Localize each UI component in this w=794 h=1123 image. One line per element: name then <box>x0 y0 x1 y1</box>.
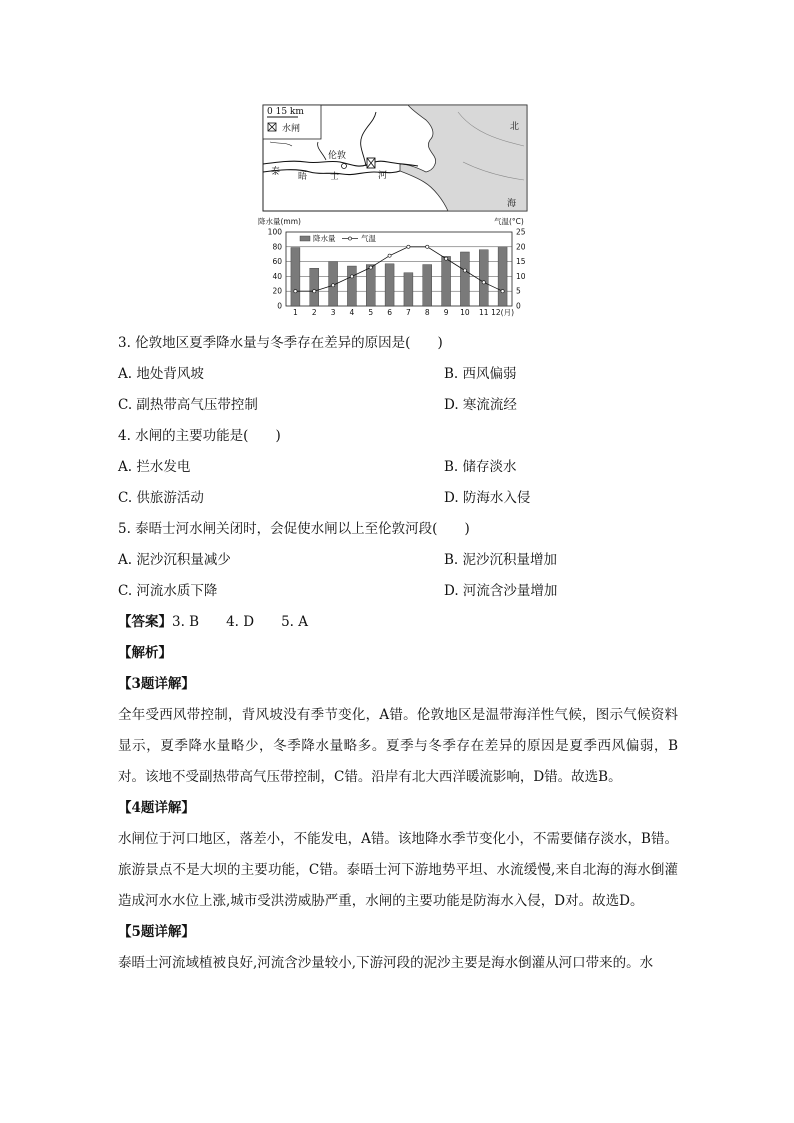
map-label-north: 北 <box>510 122 520 132</box>
temperature-point <box>369 266 372 269</box>
map-label-thames-2: 晤 <box>298 172 308 182</box>
map-label-london: 伦敦 <box>328 151 347 161</box>
q5-options-row-2 <box>118 576 678 607</box>
y-tick-right-label: 20 <box>516 242 526 252</box>
temperature-point <box>407 245 410 248</box>
x-tick-label: 4 <box>349 308 355 317</box>
q4-option-c: C. 供旅游活动 <box>118 490 204 506</box>
x-tick-label: 2 <box>311 308 317 317</box>
x-tick-label: 6 <box>387 308 392 317</box>
precip-bar <box>460 252 469 306</box>
temperature-point <box>501 290 504 293</box>
y-tick-right-label: 0 <box>516 301 521 311</box>
legend-precip-label: 降水量 <box>313 234 336 243</box>
x-tick-label: 7 <box>406 308 411 317</box>
q3-option-c: C. 副热带高气压带控制 <box>118 397 258 413</box>
temperature-line <box>295 247 502 291</box>
q5-option-a: A. 泥沙沉积量减少 <box>118 552 231 568</box>
legend-temp-point <box>348 237 351 240</box>
q3-option-a: A. 地处背风坡 <box>118 366 204 382</box>
precip-bar <box>310 268 319 306</box>
legend-temp-label: 气温 <box>361 234 376 243</box>
chart-ylabel-left: 降水量(mm) <box>258 217 301 226</box>
map-scale: 0 15 km <box>267 107 304 117</box>
precip-bar <box>291 248 300 306</box>
temperature-point <box>388 254 391 257</box>
y-tick-right-label: 15 <box>516 257 526 267</box>
x-tick-label: 1 <box>293 308 298 317</box>
q3-option-b: B. 西风偏弱 <box>444 366 517 382</box>
q4-options-row-2 <box>118 483 678 514</box>
y-tick-left-label: 40 <box>272 271 282 281</box>
climate-chart <box>258 216 526 317</box>
map-label-thames-1: 泰 <box>271 167 281 177</box>
precip-bar <box>498 247 507 306</box>
precip-bar <box>442 256 451 306</box>
temperature-point <box>444 257 447 260</box>
temperature-point <box>350 275 353 278</box>
chart-frame <box>286 232 512 306</box>
q5-option-d: D. 河流含沙量增加 <box>444 583 558 599</box>
question-content <box>118 328 678 979</box>
answer-text: 3. B 4. D 5. A <box>172 614 309 630</box>
temperature-point <box>463 269 466 272</box>
precip-bar <box>479 250 488 306</box>
q3-option-d: D. 寒流流经 <box>444 397 517 413</box>
x-tick-label: 5 <box>368 308 374 317</box>
figure <box>258 102 528 320</box>
y-tick-left-label: 100 <box>267 227 282 237</box>
legend-precip-swatch <box>300 236 310 241</box>
q5-option-c: C. 河流水质下降 <box>118 583 218 599</box>
y-tick-right-label: 5 <box>516 286 521 296</box>
y-tick-right-label: 25 <box>516 227 526 237</box>
y-tick-right-label: 10 <box>516 271 526 281</box>
q3-stem: 3. 伦敦地区夏季降水量与冬季存在差异的原因是( ) <box>118 335 443 351</box>
precip-bar <box>366 265 375 306</box>
q4-option-a: A. 拦水发电 <box>118 459 191 475</box>
q4-detail-text: 水闸位于河口地区，落差小，不能发电，A错。该地降水季节变化小，不需要储存淡水，B错。旅游景点不是大坝的主要功能，C错。泰晤士河下游地势平坦、水流缓慢,来自北海的海水倒灌造成河水水位上涨,城市受洪涝威胁严重，水闸的主要功能是防海水入侵，D对。故选D。 <box>118 831 678 909</box>
temperature-point <box>294 290 297 293</box>
q3-detail-text: 全年受西风带控制，背风坡没有季节变化，A错。伦敦地区是温带海洋性气候，图示气候资料显示，夏季降水量略少，冬季降水量略多。夏季与冬季存在差异的原因是夏季西风偏弱，B对。该地不受副热带高气压带控制，C错。沿岸有北大西洋暖流影响，D错。故选B。 <box>118 707 678 785</box>
y-tick-left-label: 60 <box>272 257 282 267</box>
x-tick-label: 11 <box>478 308 489 317</box>
y-tick-left-label: 80 <box>272 242 282 252</box>
q3-options-row-2 <box>118 390 678 421</box>
x-tick-label: 10 <box>460 308 470 317</box>
temperature-point <box>482 281 485 284</box>
temperature-point <box>313 290 316 293</box>
q3-options-row-1 <box>118 359 678 390</box>
x-tick-label: 8 <box>424 308 430 317</box>
map-label-thames-3: 士 <box>330 172 340 182</box>
q4-option-d: D. 防海水入侵 <box>444 490 531 506</box>
q4-detail-label: 【4题详解】 <box>118 800 195 816</box>
london-marker-icon <box>342 164 347 169</box>
y-tick-left-label: 0 <box>277 301 282 311</box>
figure-svg <box>258 102 528 320</box>
legend-sluice-label: 水闸 <box>282 124 301 134</box>
x-tick-label: 12(月) <box>491 308 515 317</box>
q4-stem: 4. 水闸的主要功能是( ) <box>118 428 281 444</box>
precip-bar <box>423 265 432 306</box>
q4-options-row-1 <box>118 452 678 483</box>
temperature-point <box>331 284 334 287</box>
q4-option-b: B. 储存淡水 <box>444 459 517 475</box>
q3-detail-label: 【3题详解】 <box>118 676 195 692</box>
answer-label: 【答案】 <box>118 614 172 630</box>
map-label-sea: 海 <box>507 199 517 209</box>
q5-option-b: B. 泥沙沉积量增加 <box>444 552 558 568</box>
x-tick-label: 9 <box>443 308 449 317</box>
analysis-label: 【解析】 <box>118 645 172 661</box>
q5-options-row-1 <box>118 545 678 576</box>
q5-detail-text: 泰晤士河流域植被良好,河流含沙量较小,下游河段的泥沙主要是海水倒灌从河口带来的。水 <box>118 955 654 971</box>
answer-line <box>118 607 678 638</box>
map <box>263 105 527 211</box>
q5-detail-label: 【5题详解】 <box>118 924 195 940</box>
temperature-point <box>426 245 429 248</box>
precip-bar <box>404 273 413 306</box>
precip-bar <box>347 266 356 306</box>
map-label-thames-4: 河 <box>378 171 388 181</box>
precip-bar <box>385 264 394 306</box>
y-tick-left-label: 20 <box>272 286 282 296</box>
x-tick-label: 3 <box>330 308 336 317</box>
q5-stem: 5. 泰晤士河水闸关闭时，会促使水闸以上至伦敦河段( ) <box>118 521 470 537</box>
chart-ylabel-right: 气温(°C) <box>494 217 524 226</box>
